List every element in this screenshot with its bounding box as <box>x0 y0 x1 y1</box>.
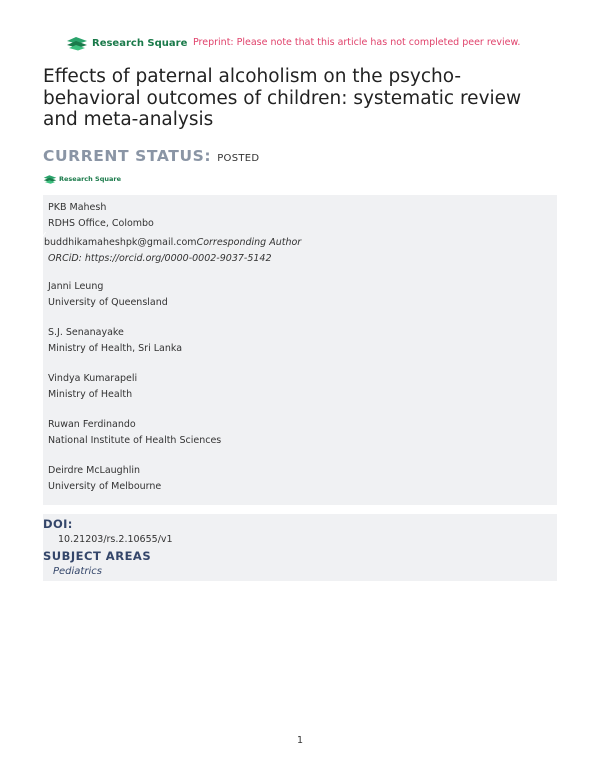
author-affiliation: RDHS Office, Colombo <box>48 217 154 229</box>
author-block <box>48 325 182 356</box>
author-name: Ruwan Ferdinando <box>48 419 136 430</box>
author-block <box>44 200 302 266</box>
logo-text: Research Square <box>92 37 188 49</box>
author-orcid[interactable]: ORCiD: https://orcid.org/0000-0002-9037-5142 <box>48 252 272 264</box>
current-status <box>43 147 259 165</box>
author-block <box>48 371 137 402</box>
author-name: Janni Leung <box>48 281 104 292</box>
author-name: PKB Mahesh <box>48 202 107 213</box>
subject-area-link[interactable]: Pediatrics <box>53 566 102 577</box>
research-square-logo[interactable] <box>66 34 187 52</box>
small-logo-icon <box>43 174 57 184</box>
research-square-logo-icon <box>66 35 88 51</box>
author-name: Vindya Kumarapeli <box>48 373 138 384</box>
preprint-notice: Preprint: Please note that this article has not completed peer review. <box>193 37 521 48</box>
author-affiliation: Ministry of Health <box>48 388 133 400</box>
author-name: S.J. Senanayake <box>48 327 124 338</box>
status-label: CURRENT STATUS: <box>43 147 212 165</box>
author-block <box>48 417 221 448</box>
doi-subject-box <box>43 514 557 581</box>
authors-box <box>43 195 557 505</box>
small-research-square-logo[interactable] <box>43 174 121 184</box>
paper-title: Effects of paternal alcoholism on the psycho-behavioral outcomes of children: systematic review and meta-analysis <box>43 66 522 130</box>
author-block <box>48 463 161 494</box>
header <box>66 34 546 52</box>
author-affiliation: University of Melbourne <box>48 480 162 492</box>
email-row <box>38 235 301 251</box>
author-block <box>48 279 168 310</box>
doi-value[interactable]: 10.21203/rs.2.10655/v1 <box>58 534 173 545</box>
status-value: POSTED <box>217 153 260 164</box>
author-affiliation: National Institute of Health Sciences <box>48 434 222 446</box>
subject-areas-label: SUBJECT AREAS <box>43 549 152 563</box>
author-affiliation: University of Queensland <box>48 296 168 308</box>
page-number: 1 <box>296 735 304 746</box>
author-affiliation: Ministry of Health, Sri Lanka <box>48 342 183 354</box>
author-name: Deirdre McLaughlin <box>48 465 141 476</box>
corresponding-author-note: Corresponding Author <box>196 237 302 248</box>
author-email[interactable]: buddhikamaheshpk@gmail.com <box>44 237 197 248</box>
doi-label: DOI: <box>43 517 73 531</box>
small-logo-text: Research Square <box>59 175 121 183</box>
